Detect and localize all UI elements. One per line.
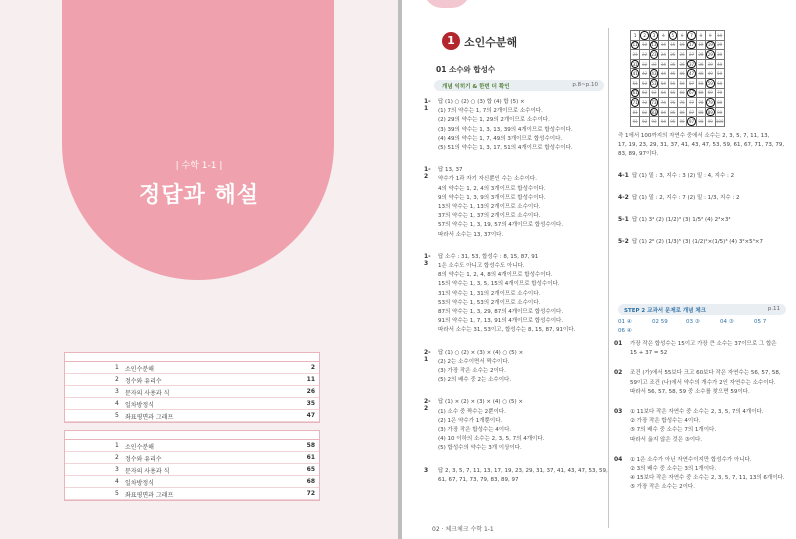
toc-page: 11 bbox=[306, 376, 315, 383]
composite-cell: 62 bbox=[640, 88, 649, 98]
answer-text: 답 (1) 밑 : 2, 지수 : 7 (2) 밑 : 1/3, 지수 : 2 bbox=[632, 195, 740, 201]
sieve-note bbox=[618, 132, 788, 160]
answer-id: 1-2 bbox=[424, 166, 431, 181]
answer-text bbox=[438, 467, 616, 485]
chapter-badge: 1 bbox=[442, 32, 460, 50]
answer-id: 2-2 bbox=[424, 398, 431, 413]
composite-cell: 42 bbox=[640, 69, 649, 79]
toc-title: 문자의 사용과 식 bbox=[125, 468, 170, 475]
prime-cell: 47 bbox=[687, 69, 696, 79]
prime-cell: 13 bbox=[649, 40, 658, 50]
composite-cell: 38 bbox=[696, 59, 705, 69]
toc-page: 26 bbox=[306, 388, 315, 395]
toc-box-2 bbox=[64, 430, 320, 501]
composite-cell: 100 bbox=[715, 117, 724, 127]
prime-cell: 59 bbox=[706, 78, 715, 88]
composite-cell: 22 bbox=[640, 50, 649, 60]
answer-line: 답 13, 37 bbox=[438, 167, 463, 174]
composite-cell: 84 bbox=[659, 107, 668, 117]
composite-cell: 1 bbox=[631, 31, 640, 41]
column-divider bbox=[608, 28, 609, 528]
composite-cell: 45 bbox=[668, 69, 677, 79]
answer-line: (2) 2는 소수이면서 짝수이다. bbox=[438, 358, 510, 365]
prime-cell: 37 bbox=[687, 59, 696, 69]
toc-num: 3 bbox=[115, 466, 119, 473]
sieve-grid bbox=[630, 30, 725, 127]
step-answer: 06 ④ bbox=[618, 328, 632, 334]
answer-line: 약수가 1과 자기 자신뿐인 수는 소수이다. bbox=[438, 176, 537, 183]
answer-id: 4-2 bbox=[618, 194, 629, 201]
answer-line: (1) 7의 약수는 1, 7의 2개이므로 소수이다. bbox=[438, 108, 543, 115]
section-title: 01 소수와 합성수 bbox=[436, 65, 496, 74]
composite-cell: 77 bbox=[687, 98, 696, 108]
toc-row bbox=[65, 386, 319, 398]
answer-line: 15의 약수는 1, 3, 5, 15의 4개이므로 합성수이다. bbox=[438, 281, 560, 288]
answer-line: (4) 10 이하의 소수는 2, 3, 5, 7의 4개이다. bbox=[438, 436, 545, 443]
answer-text bbox=[438, 349, 616, 386]
composite-cell: 74 bbox=[659, 98, 668, 108]
prime-cell: 97 bbox=[687, 117, 696, 127]
composite-cell: 78 bbox=[696, 98, 705, 108]
composite-cell: 69 bbox=[706, 88, 715, 98]
composite-cell: 60 bbox=[715, 78, 724, 88]
composite-cell: 96 bbox=[677, 117, 686, 127]
toc-title: 소인수분해 bbox=[125, 366, 154, 373]
toc-row bbox=[65, 452, 319, 464]
answer-line: 37의 약수는 1, 37의 2개이므로 소수이다. bbox=[438, 213, 541, 220]
step-answer: 01 ④ bbox=[618, 319, 632, 325]
composite-cell: 88 bbox=[696, 107, 705, 117]
answer-line: 8의 약수는 1, 2, 4, 8의 4개이므로 합성수이다. bbox=[438, 272, 553, 279]
answer-line: 따라서 옳지 않은 것은 ③이다. bbox=[630, 436, 703, 443]
toc-row bbox=[65, 464, 319, 476]
toc-num: 1 bbox=[115, 364, 119, 371]
composite-cell: 36 bbox=[677, 59, 686, 69]
answer-line: (3) 가장 작은 합성수는 4이다. bbox=[438, 427, 512, 433]
concept-bar bbox=[434, 80, 604, 91]
toc-title: 좌표평면과 그래프 bbox=[125, 492, 174, 499]
prime-cell: 23 bbox=[649, 50, 658, 60]
toc-title: 좌표평면과 그래프 bbox=[125, 414, 174, 421]
composite-cell: 81 bbox=[631, 107, 640, 117]
answer-line: ② 3의 배수 중 소수는 3의 1개이다. bbox=[630, 466, 717, 472]
composite-cell: 25 bbox=[668, 50, 677, 60]
composite-cell: 90 bbox=[715, 107, 724, 117]
composite-cell: 46 bbox=[677, 69, 686, 79]
answer-line: (2) 1은 약수가 1개뿐이다. bbox=[438, 417, 503, 424]
composite-cell: 44 bbox=[659, 69, 668, 79]
toc-page: 2 bbox=[310, 364, 315, 371]
composite-cell: 56 bbox=[677, 78, 686, 88]
answer-line: 31의 약수는 1, 31의 2개이므로 소수이다. bbox=[438, 290, 541, 297]
answer-id: 01 bbox=[614, 340, 623, 347]
composite-cell: 14 bbox=[659, 40, 668, 50]
concept-bar-label: 개념 익히기 & 한번 더 확인 bbox=[442, 84, 510, 90]
answer-line: 91의 약수는 1, 7, 13, 91의 4개이므로 합성수이다. bbox=[438, 318, 564, 325]
answer-line: (1) 소수 중 짝수는 2뿐이다. bbox=[438, 408, 506, 415]
answer-line: 따라서 56, 57, 58, 59 중 소수를 찾으면 59이다. bbox=[630, 388, 750, 395]
answer-line: ⑤ 가장 작은 소수는 2이다. bbox=[630, 484, 695, 491]
composite-cell: 63 bbox=[649, 88, 658, 98]
toc-title: 정수와 유리수 bbox=[125, 378, 162, 385]
answer-line: 13의 약수는 1, 13의 2개이므로 소수이다. bbox=[438, 204, 541, 210]
answer-text: 답 (1) 3⁴ (2) (1/2)³ (3) 1/5² (4) 2³×3⁴ bbox=[632, 217, 731, 223]
composite-cell: 28 bbox=[696, 50, 705, 60]
composite-cell: 24 bbox=[659, 50, 668, 60]
toc-title: 일차방정식 bbox=[125, 402, 154, 409]
composite-cell: 6 bbox=[677, 31, 686, 41]
toc-row bbox=[65, 362, 319, 374]
answer-line: 4의 약수는 1, 2, 4의 3개이므로 합성수이다. bbox=[438, 185, 546, 192]
prime-cell: 7 bbox=[687, 31, 696, 41]
composite-cell: 85 bbox=[668, 107, 677, 117]
answer-line: 1은 소수도 아니고 합성수도 아니다. bbox=[438, 263, 525, 269]
composite-cell: 27 bbox=[687, 50, 696, 60]
prime-cell: 79 bbox=[706, 98, 715, 108]
subject-label: | 수학 1-1 | bbox=[175, 161, 223, 171]
answer-text bbox=[438, 398, 616, 453]
answer-line: 가장 작은 합성수는 15이고 가장 큰 소수는 37이므로 그 합은 bbox=[630, 341, 777, 347]
composite-cell: 99 bbox=[706, 117, 715, 127]
composite-cell: 39 bbox=[706, 59, 715, 69]
prime-cell: 61 bbox=[631, 88, 640, 98]
composite-cell: 12 bbox=[640, 40, 649, 50]
answer-text: 답 (1) 2⁶ (2) (1/3)⁵ (3) (1/2)²×(1/5)³ (4) 3²×5³×7 bbox=[632, 239, 763, 245]
composite-cell: 40 bbox=[715, 59, 724, 69]
composite-cell: 66 bbox=[677, 88, 686, 98]
composite-cell: 58 bbox=[696, 78, 705, 88]
answer-id: 5-2 bbox=[618, 238, 629, 245]
prime-cell: 5 bbox=[668, 31, 677, 41]
step-bar-pages: p.11 bbox=[767, 306, 780, 312]
composite-cell: 65 bbox=[668, 88, 677, 98]
top-tab bbox=[424, 0, 470, 8]
toc-page: 61 bbox=[306, 454, 315, 461]
composite-cell: 20 bbox=[715, 40, 724, 50]
note-line: 83, 89, 97이다. bbox=[618, 151, 659, 158]
answer-id: 03 bbox=[614, 408, 623, 415]
prime-cell: 17 bbox=[687, 40, 696, 50]
composite-cell: 87 bbox=[687, 107, 696, 117]
answer-line: 조건 (가)에서 55보다 크고 60보다 작은 자연수는 56, 57, 58, bbox=[630, 370, 781, 377]
answer-line: (5) 합성수의 약수는 3개 이상이다. bbox=[438, 445, 522, 452]
composite-cell: 8 bbox=[696, 31, 705, 41]
answer-line: 9의 약수는 1, 3, 9의 3개이므로 합성수이다. bbox=[438, 194, 546, 201]
answer-line: 답 2, 3, 5, 7, 11, 13, 17, 19, 23, 29, 31, 37, 41, 43, 47, 53, 59, bbox=[438, 467, 608, 474]
answer-line: ⑤ 7의 배수 중 소수는 7의 1개이다. bbox=[630, 427, 717, 434]
answer-line: 답 (1) × (2) × (3) × (4) ○ (5) × bbox=[438, 399, 523, 406]
answer-line: 87의 약수는 1, 3, 29, 87의 4개이므로 합성수이다. bbox=[438, 309, 564, 316]
concept-bar-pages: p.8~p.10 bbox=[572, 82, 598, 88]
composite-cell: 80 bbox=[715, 98, 724, 108]
answer-line: 53의 약수는 1, 53의 2개이므로 소수이다. bbox=[438, 299, 541, 306]
answer-line: (2) 29의 약수는 1, 29의 2개이므로 소수이다. bbox=[438, 117, 550, 124]
toc-num: 1 bbox=[115, 442, 119, 449]
answer-line: (4) 49의 약수는 1, 7, 49의 3개이므로 합성수이다. bbox=[438, 135, 563, 142]
toc-box-1 bbox=[64, 352, 320, 423]
page-footer: 02 · 체크체크 수학 1-1 bbox=[432, 526, 494, 533]
toc-num: 4 bbox=[115, 478, 119, 485]
answer-line: 59이고 조건 (나)에서 약수의 개수가 2인 자연수는 소수이다. bbox=[630, 379, 776, 386]
toc-title: 소인수분해 bbox=[125, 444, 154, 451]
composite-cell: 52 bbox=[640, 78, 649, 88]
step-answer: 02 59 bbox=[652, 319, 668, 325]
prime-cell: 43 bbox=[649, 69, 658, 79]
prime-cell: 19 bbox=[706, 40, 715, 50]
answer-line: 답 소수 : 31, 53, 합성수 : 8, 15, 87, 91 bbox=[438, 253, 539, 260]
step-bar-label: STEP 2 교과서 문제로 개념 체크 bbox=[624, 308, 707, 314]
chapter-title: 소인수분해 bbox=[464, 36, 518, 49]
prime-cell: 89 bbox=[706, 107, 715, 117]
answer-text bbox=[438, 98, 616, 153]
composite-cell: 95 bbox=[668, 117, 677, 127]
answer-id: 2-1 bbox=[424, 348, 431, 363]
composite-cell: 55 bbox=[668, 78, 677, 88]
answer-id: 1-3 bbox=[424, 252, 431, 267]
toc-page: 68 bbox=[306, 478, 315, 485]
composite-cell: 26 bbox=[677, 50, 686, 60]
toc-row bbox=[65, 398, 319, 410]
composite-cell: 48 bbox=[696, 69, 705, 79]
answer-text bbox=[630, 456, 790, 493]
prime-cell: 53 bbox=[649, 78, 658, 88]
toc-page: 58 bbox=[306, 442, 315, 449]
composite-cell: 10 bbox=[715, 31, 724, 41]
answer-line: 15 + 37 = 52 bbox=[630, 350, 668, 357]
composite-cell: 86 bbox=[677, 107, 686, 117]
prime-cell: 83 bbox=[649, 107, 658, 117]
step-answer: 03 ③ bbox=[686, 319, 700, 325]
answer-line: (5) 2의 배수 중 2는 소수이다. bbox=[438, 377, 512, 384]
step-bar bbox=[618, 304, 786, 315]
answer-line: 61, 67, 71, 73, 79, 83, 89, 97 bbox=[438, 476, 519, 483]
composite-cell: 54 bbox=[659, 78, 668, 88]
answer-id: 3 bbox=[424, 466, 429, 474]
answer-text bbox=[630, 408, 790, 445]
toc-row bbox=[65, 410, 319, 422]
right-page bbox=[402, 0, 796, 539]
answer-line: (5) 51의 약수는 1, 3, 17, 51의 4개이므로 합성수이다. bbox=[438, 145, 573, 152]
toc-num: 4 bbox=[115, 400, 119, 407]
answer-text bbox=[438, 253, 616, 336]
toc-page: 65 bbox=[306, 466, 315, 473]
toc-num: 5 bbox=[115, 412, 119, 419]
answer-line: 57의 약수는 1, 3, 19, 57의 4개이므로 합성수이다. bbox=[438, 222, 564, 229]
step-answer: 04 ③ bbox=[720, 319, 734, 325]
answer-id: 04 bbox=[614, 455, 623, 463]
note-line: 17, 19, 23, 29, 31, 37, 41, 43, 47, 53, 59, 61, 67, 71, 73, 79, bbox=[618, 142, 785, 149]
cover-arch bbox=[62, 0, 334, 280]
composite-cell: 64 bbox=[659, 88, 668, 98]
toc-row bbox=[65, 488, 319, 500]
composite-cell: 34 bbox=[659, 59, 668, 69]
toc-title: 일차방정식 bbox=[125, 480, 154, 487]
composite-cell: 30 bbox=[715, 50, 724, 60]
prime-cell: 2 bbox=[640, 31, 649, 41]
prime-cell: 73 bbox=[649, 98, 658, 108]
toc-row bbox=[65, 440, 319, 452]
composite-cell: 92 bbox=[640, 117, 649, 127]
answer-line: 답 (1) ○ (2) × (3) × (4) ○ (5) × bbox=[438, 349, 524, 356]
composite-cell: 4 bbox=[659, 31, 668, 41]
answer-id: 02 bbox=[614, 369, 623, 377]
answer-text bbox=[630, 369, 790, 397]
composite-cell: 93 bbox=[649, 117, 658, 127]
composite-cell: 75 bbox=[668, 98, 677, 108]
answer-line: ① 1은 소수가 아닌 자연수이지만 합성수가 아니다. bbox=[630, 456, 752, 463]
composite-cell: 51 bbox=[631, 78, 640, 88]
answer-line: ② 가장 작은 합성수는 4이다. bbox=[630, 418, 701, 425]
toc-num: 5 bbox=[115, 490, 119, 497]
composite-cell: 15 bbox=[668, 40, 677, 50]
answer-id: 4-1 bbox=[618, 172, 629, 179]
prime-cell: 31 bbox=[631, 59, 640, 69]
composite-cell: 91 bbox=[631, 117, 640, 127]
answer-line: 따라서 소수는 13, 37이다. bbox=[438, 231, 504, 238]
composite-cell: 32 bbox=[640, 59, 649, 69]
composite-cell: 16 bbox=[677, 40, 686, 50]
toc-row bbox=[65, 476, 319, 488]
composite-cell: 76 bbox=[677, 98, 686, 108]
answer-id: 1-1 bbox=[424, 98, 431, 112]
toc-page: 47 bbox=[306, 412, 315, 419]
prime-cell: 29 bbox=[706, 50, 715, 60]
composite-cell: 35 bbox=[668, 59, 677, 69]
prime-cell: 41 bbox=[631, 69, 640, 79]
composite-cell: 33 bbox=[649, 59, 658, 69]
note-line: 즉 1에서 100까지의 자연수 중에서 소수는 2, 3, 5, 7, 11, 13, bbox=[618, 133, 770, 139]
cover-title: 정답과 해설 bbox=[139, 183, 259, 208]
answer-line: 따라서 소수는 31, 53이고, 합성수는 8, 15, 87, 91이다. bbox=[438, 327, 576, 334]
answer-text bbox=[630, 340, 790, 358]
composite-cell: 94 bbox=[659, 117, 668, 127]
composite-cell: 50 bbox=[715, 69, 724, 79]
answer-line: (3) 가장 작은 소수는 2이다. bbox=[438, 368, 506, 374]
step-answer: 05 7 bbox=[754, 319, 767, 325]
answer-text bbox=[438, 166, 616, 240]
toc-num: 2 bbox=[115, 454, 119, 461]
prime-cell: 11 bbox=[631, 40, 640, 50]
toc-num: 2 bbox=[115, 376, 119, 383]
composite-cell: 98 bbox=[696, 117, 705, 127]
toc-page: 35 bbox=[306, 400, 315, 407]
composite-cell: 68 bbox=[696, 88, 705, 98]
prime-cell: 3 bbox=[649, 31, 658, 41]
composite-cell: 82 bbox=[640, 107, 649, 117]
answer-id: 5-1 bbox=[618, 216, 629, 223]
prime-cell: 71 bbox=[631, 98, 640, 108]
composite-cell: 70 bbox=[715, 88, 724, 98]
composite-cell: 21 bbox=[631, 50, 640, 60]
toc-page: 72 bbox=[306, 490, 315, 497]
prime-cell: 67 bbox=[687, 88, 696, 98]
answer-text: 답 (1) 밑 : 3, 지수 : 3 (2) 밑 : 4, 지수 : 2 bbox=[632, 173, 735, 179]
answer-line: ④ 15보다 작은 자연수 중 소수는 2, 3, 5, 7, 11, 13의 6개이다. bbox=[630, 475, 785, 482]
composite-cell: 49 bbox=[706, 69, 715, 79]
answer-line: ① 11보다 작은 자연수 중 소수는 2, 3, 5, 7의 4개이다. bbox=[630, 409, 764, 415]
toc-title: 정수와 유리수 bbox=[125, 456, 162, 463]
toc-row bbox=[65, 374, 319, 386]
composite-cell: 9 bbox=[706, 31, 715, 41]
toc-num: 3 bbox=[115, 388, 119, 395]
composite-cell: 18 bbox=[696, 40, 705, 50]
answer-line: 답 (1) ○ (2) ○ (3) 합 (4) 합 (5) × bbox=[438, 99, 525, 105]
answer-line: (3) 39의 약수는 1, 3, 13, 39의 4개이므로 합성수이다. bbox=[438, 126, 573, 133]
toc-title: 문자의 사용과 식 bbox=[125, 390, 170, 397]
composite-cell: 72 bbox=[640, 98, 649, 108]
composite-cell: 57 bbox=[687, 78, 696, 88]
